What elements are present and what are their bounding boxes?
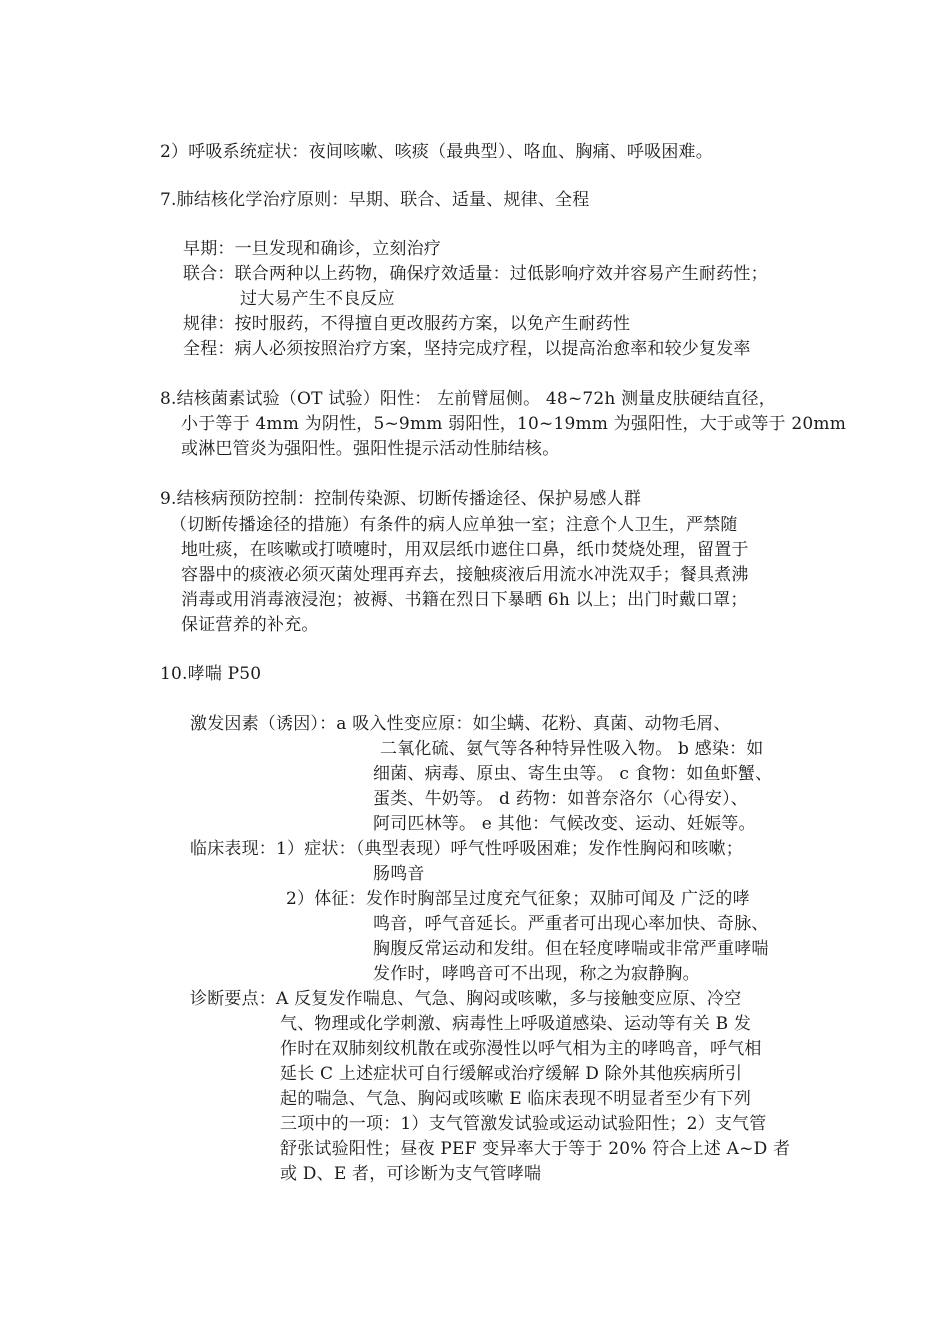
section-7-line: 全程：病人必须按照治疗方案，坚持完成疗程，以提高治愈率和较少复发率	[183, 339, 751, 359]
asthma-signs-line: 鸣音，呼气音延长。严重者可出现心率加快、奇脉、	[373, 914, 769, 934]
section-9-line: 9.结核病预防控制：控制传染源、切断传播途径、保护易感人群	[160, 489, 642, 509]
section-7-line: 规律：按时服药，不得擅自更改服药方案，以免产生耐药性	[183, 314, 631, 334]
asthma-signs-line: 发作时，哮鸣音可不出现，称之为寂静胸。	[373, 964, 700, 984]
asthma-diagnosis-line: 或 D、E 者，可诊断为支气管哮喘	[280, 1164, 542, 1184]
section-7-heading: 7.肺结核化学治疗原则：早期、联合、适量、规律、全程	[160, 190, 590, 210]
asthma-triggers-line: 细菌、病毒、原虫、寄生虫等。 c 食物：如鱼虾蟹、	[373, 764, 773, 784]
asthma-diagnosis-line: 起的喘急、气急、胸闷或咳嗽 E 临床表现不明显者至少有下列	[280, 1089, 752, 1109]
asthma-diagnosis-line: 气、物理或化学刺激、病毒性上呼吸道感染、运动等有关 B 发	[280, 1014, 752, 1034]
section-9-line: 保证营养的补充。	[181, 615, 319, 635]
section-9-line: 地吐痰，在咳嗽或打喷嚏时，用双层纸巾遮住口鼻，纸巾焚烧处理，留置于	[181, 540, 749, 560]
asthma-signs-line: 2）体征：发作时胸部呈过度充气征象；双肺可闻及 广泛的哮	[286, 889, 750, 909]
asthma-signs-line: 胸腹反常运动和发绀。但在轻度哮喘或非常严重哮喘	[373, 939, 769, 959]
respiratory-symptoms-line: 2）呼吸系统症状：夜间咳嗽、咳痰（最典型）、咯血、胸痛、呼吸困难。	[160, 142, 713, 162]
asthma-diagnosis-line: 诊断要点：A 反复发作喘息、气急、胸闷或咳嗽，多与接触变应原、冷空	[190, 989, 742, 1009]
asthma-symptoms-line: 临床表现：1）症状：（典型表现）呼气性呼吸困难；发作性胸闷和咳嗽；	[190, 839, 743, 859]
asthma-diagnosis-line: 延长 C 上述症状可自行缓解或治疗缓解 D 除外其他疾病所引	[280, 1064, 743, 1084]
asthma-triggers-line: 阿司匹林等。 e 其他：气候改变、运动、妊娠等。	[373, 814, 756, 834]
section-9-line: 容器中的痰液必须灭菌处理再弃去，接触痰液后用流水冲洗双手；餐具煮沸	[181, 565, 749, 585]
asthma-triggers-line: 蛋类、牛奶等。 d 药物：如普奈洛尔（心得安）、	[373, 789, 748, 809]
section-10-heading: 10.哮喘 P50	[160, 664, 262, 684]
section-9-line: （切断传播途径的措施）有条件的病人应单独一室；注意个人卫生，严禁随	[170, 515, 738, 535]
section-9-line: 消毒或用消毒液浸泡；被褥、书籍在烈日下暴晒 6h 以上；出门时戴口罩；	[181, 590, 748, 610]
section-7-line: 早期：一旦发现和确诊，立刻治疗	[183, 239, 441, 259]
asthma-diagnosis-line: 三项中的一项：1）支气管激发试验或运动试验阳性；2）支气管	[280, 1114, 767, 1134]
section-7-line: 联合：联合两种以上药物，确保疗效适量：过低影响疗效并容易产生耐药性；	[183, 264, 768, 284]
asthma-diagnosis-line: 舒张试验阳性；昼夜 PEF 变异率大于等于 20% 符合上述 A~D 者	[280, 1139, 791, 1159]
asthma-symptoms-line: 肠鸣音	[373, 864, 425, 884]
asthma-diagnosis-line: 作时在双肺刻纹机散在或弥漫性以呼气相为主的哮鸣音，呼气相	[280, 1039, 762, 1059]
section-8-line: 小于等于 4mm 为阴性，5~9mm 弱阳性，10~19mm 为强阳性，大于或等于 20mm	[181, 414, 847, 434]
section-8-line: 8.结核菌素试验（OT 试验）阳性： 左前臂屈侧。 48~72h 测量皮肤硬结直径，	[160, 389, 776, 409]
section-7-line: 过大易产生不良反应	[240, 289, 395, 309]
asthma-triggers-line: 激发因素（诱因）：a 吸入性变应原：如尘螨、花粉、真菌、动物毛屑、	[190, 714, 731, 734]
asthma-triggers-line: 二氧化硫、氨气等各种特异性吸入物。 b 感染：如	[380, 739, 764, 759]
section-8-line: 或淋巴管炎为强阳性。强阳性提示活动性肺结核。	[181, 439, 560, 459]
